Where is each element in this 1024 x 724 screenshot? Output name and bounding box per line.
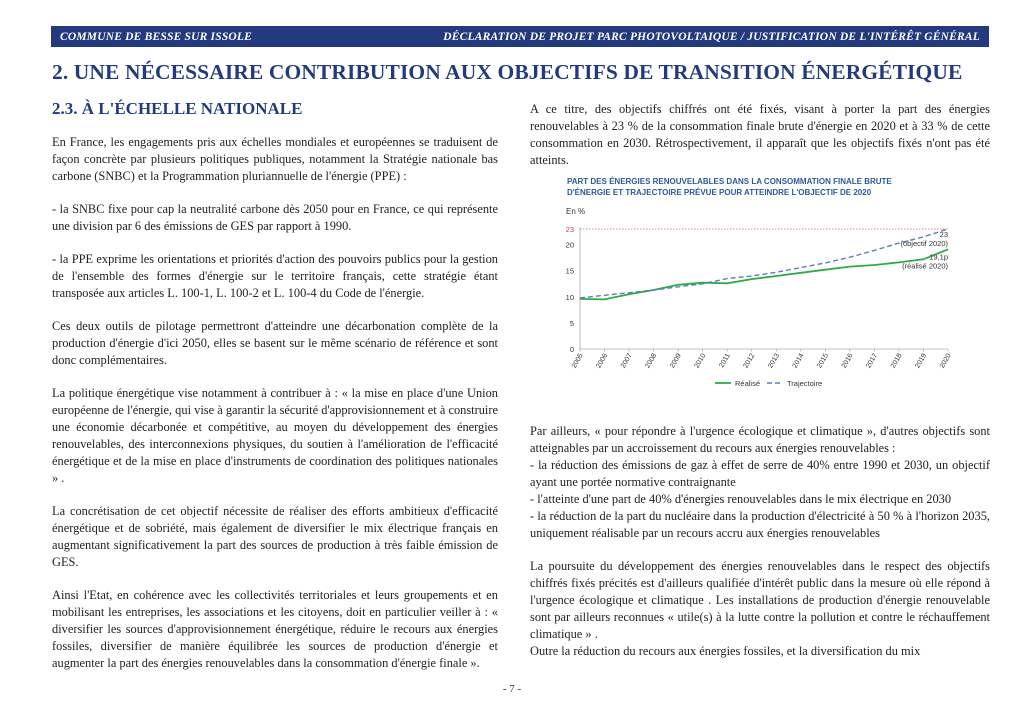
page-title: 2. UNE NÉCESSAIRE CONTRIBUTION AUX OBJECTIFS DE TRANSITION ÉNERGÉTIQUE — [52, 60, 963, 84]
y-tick-label: 0 — [569, 345, 574, 354]
annotation-value: 23 — [939, 230, 948, 239]
right-top-column — [530, 101, 990, 169]
paragraph: Outre la réduction du recours aux énergies fossiles, et la diversification du mix — [530, 644, 921, 658]
annotation-label: (objectif 2020) — [900, 239, 948, 248]
x-tick-label: 2008 — [644, 352, 659, 370]
right-bottom-column — [530, 423, 990, 660]
x-tick-label: 2017 — [865, 352, 880, 370]
x-tick-label: 2005 — [570, 352, 585, 370]
left-column — [52, 134, 498, 672]
list-item: - l'atteinte d'une part de 40% d'énergies renouvelables dans le mix électrique en 2030 — [530, 492, 952, 506]
y-axis-label: En % — [566, 207, 586, 216]
x-tick-label: 2010 — [693, 352, 708, 370]
x-tick-label: 2018 — [889, 352, 904, 370]
x-tick-label: 2016 — [840, 352, 855, 370]
x-tick-label: 2009 — [669, 352, 683, 370]
x-tick-label: 2011 — [718, 352, 732, 370]
paragraph: - la PPE exprime les orientations et priorités d'action des pouvoirs publics pour la gestion de l'ensemble des formes d'énergie sur le territoire français, cette stratégie étant transposée aux articles L. 100-1, L. 100-2 et L. 100-4 du Code de l'énergie. — [52, 252, 498, 300]
x-tick-label: 2020 — [938, 352, 953, 370]
annotation-label: (réalisé 2020) — [902, 261, 948, 271]
x-tick-label: 2012 — [742, 352, 757, 370]
annotation-value: 19,1p — [929, 252, 948, 262]
paragraph: Ainsi l'Etat, en cohérence avec les collectivités territoriales et leurs groupements et en mobilisant les entreprises, les associations et les citoyens, doit en particulier veiller à : « diversifier les sources d'approvisionnement énergétique, réduire le recours aux énergies fossiles, diversifier de manière équilibrée les sources de production d'énergie et augmenter la part des énergies renouvelables dans la consommation d'énergie finale ». — [52, 588, 498, 670]
list-item: - la réduction de la part du nucléaire dans la production d'électricité à 50 % à l'horizon 2035, uniquement réalisable par un recours accru aux énergies renouvelables — [530, 509, 990, 540]
y-tick-label: 5 — [569, 318, 574, 328]
paragraph: - la SNBC fixe pour cap la neutralité carbone dès 2050 pour en France, ce qui représente une division par 6 des émissions de GES par rapport à 1990. — [52, 202, 498, 233]
x-tick-label: 2019 — [914, 352, 929, 370]
header-left: COMMUNE DE BESSE SUR ISSOLE — [60, 30, 253, 43]
paragraph: En France, les engagements pris aux échelles mondiales et européennes se traduisent de façon concrète par plusieurs politiques publiques, notamment la Stratégie nationale bas carbone (SNBC) et la Programmation pluriannuelle de l'énergie (PPE) : — [52, 135, 498, 183]
header-right: DÉCLARATION DE PROJET PARC PHOTOVOLTAIQUE / JUSTIFICATION DE L'INTÉRÊT GÉNÉRAL — [443, 30, 980, 43]
legend-label: Trajectoire — [787, 379, 823, 388]
paragraph: La politique énergétique vise notamment à contribuer à : « la mise en place d'une Union européenne de l'énergie, qui vise à garantir la sécurité d'approvisionnement et à construire une économie décarbonée et compétitive, au moyen du développement des énergies renouvelables, des interconnexions physiques, du soutien à l'amélioration de l'efficacité énergétique et de la mise en place d'instruments de coordination des politiques nationales » . — [52, 386, 498, 485]
list-item: - la réduction des émissions de gaz à effet de serre de 40% entre 1990 et 2030, un objectif ayant une portée normative contraignante — [530, 458, 990, 489]
paragraph: La concrétisation de cet objectif nécessite de réaliser des efforts ambitieux d'efficacité énergétique et de sobriété, mais également de diversifier le mix électrique français en augmentant significativement la part des sources de production à très faible émission de GES. — [52, 504, 498, 569]
paragraph: A ce titre, des objectifs chiffrés ont été fixés, visant à porter la part des énergies renouvelables à 23 % de la consommation finale brute d'énergie en 2020 et à 33 % de cette consommation en 2030. Rétrospectivement, il apparaît que les objectifs fixés n'ont pas été atteints. — [530, 102, 990, 167]
paragraph: Par ailleurs, « pour répondre à l'urgence écologique et climatique », d'autres objectifs sont atteignables par un accroissement du recours aux énergies renouvelables : — [530, 424, 990, 455]
target-tick-label: 23 — [565, 225, 574, 234]
x-tick-label: 2007 — [619, 352, 634, 370]
paragraph: Ces deux outils de pilotage permettront d'atteindre une décarbonation complète de la production d'énergie d'ici 2050, elles se basent sur le même scénario de référence et sont donc complémentaires. — [52, 319, 498, 367]
chart-title-line2: D'ÉNERGIE ET TRAJECTOIRE PRÉVUE POUR ATTEINDRE L'OBJECTIF DE 2020 — [567, 188, 872, 197]
page-number: - 7 - — [502, 683, 522, 695]
chart-title-line1: PART DES ÉNERGIES RENOUVELABLES DANS LA CONSOMMATION FINALE BRUTE — [567, 177, 892, 186]
y-tick-label: 15 — [565, 266, 574, 276]
y-tick-label: 10 — [565, 292, 574, 302]
chart-svg — [545, 176, 965, 396]
x-tick-label: 2006 — [595, 352, 610, 370]
x-tick-label: 2013 — [767, 352, 781, 370]
y-tick-label: 20 — [565, 240, 574, 250]
chart — [545, 176, 965, 396]
paragraph: La poursuite du développement des énergies renouvelables dans le respect des objectifs chiffrés fixés précités est d'ailleurs qualifiée d'intérêt public dans la mesure où elle répond à l'urgence écologique et climatique . Les installations de production d'énergie renouvelable sont par ailleurs reconnues « utile(s) à la lutte contre la pollution et contre le réchauffement climatique » . — [530, 559, 990, 641]
legend-label: Réalisé — [735, 379, 761, 388]
x-tick-label: 2014 — [791, 352, 806, 370]
header-bar — [51, 26, 989, 47]
x-tick-label: 2015 — [816, 352, 831, 370]
section-title: 2.3. À L'ÉCHELLE NATIONALE — [52, 99, 303, 118]
